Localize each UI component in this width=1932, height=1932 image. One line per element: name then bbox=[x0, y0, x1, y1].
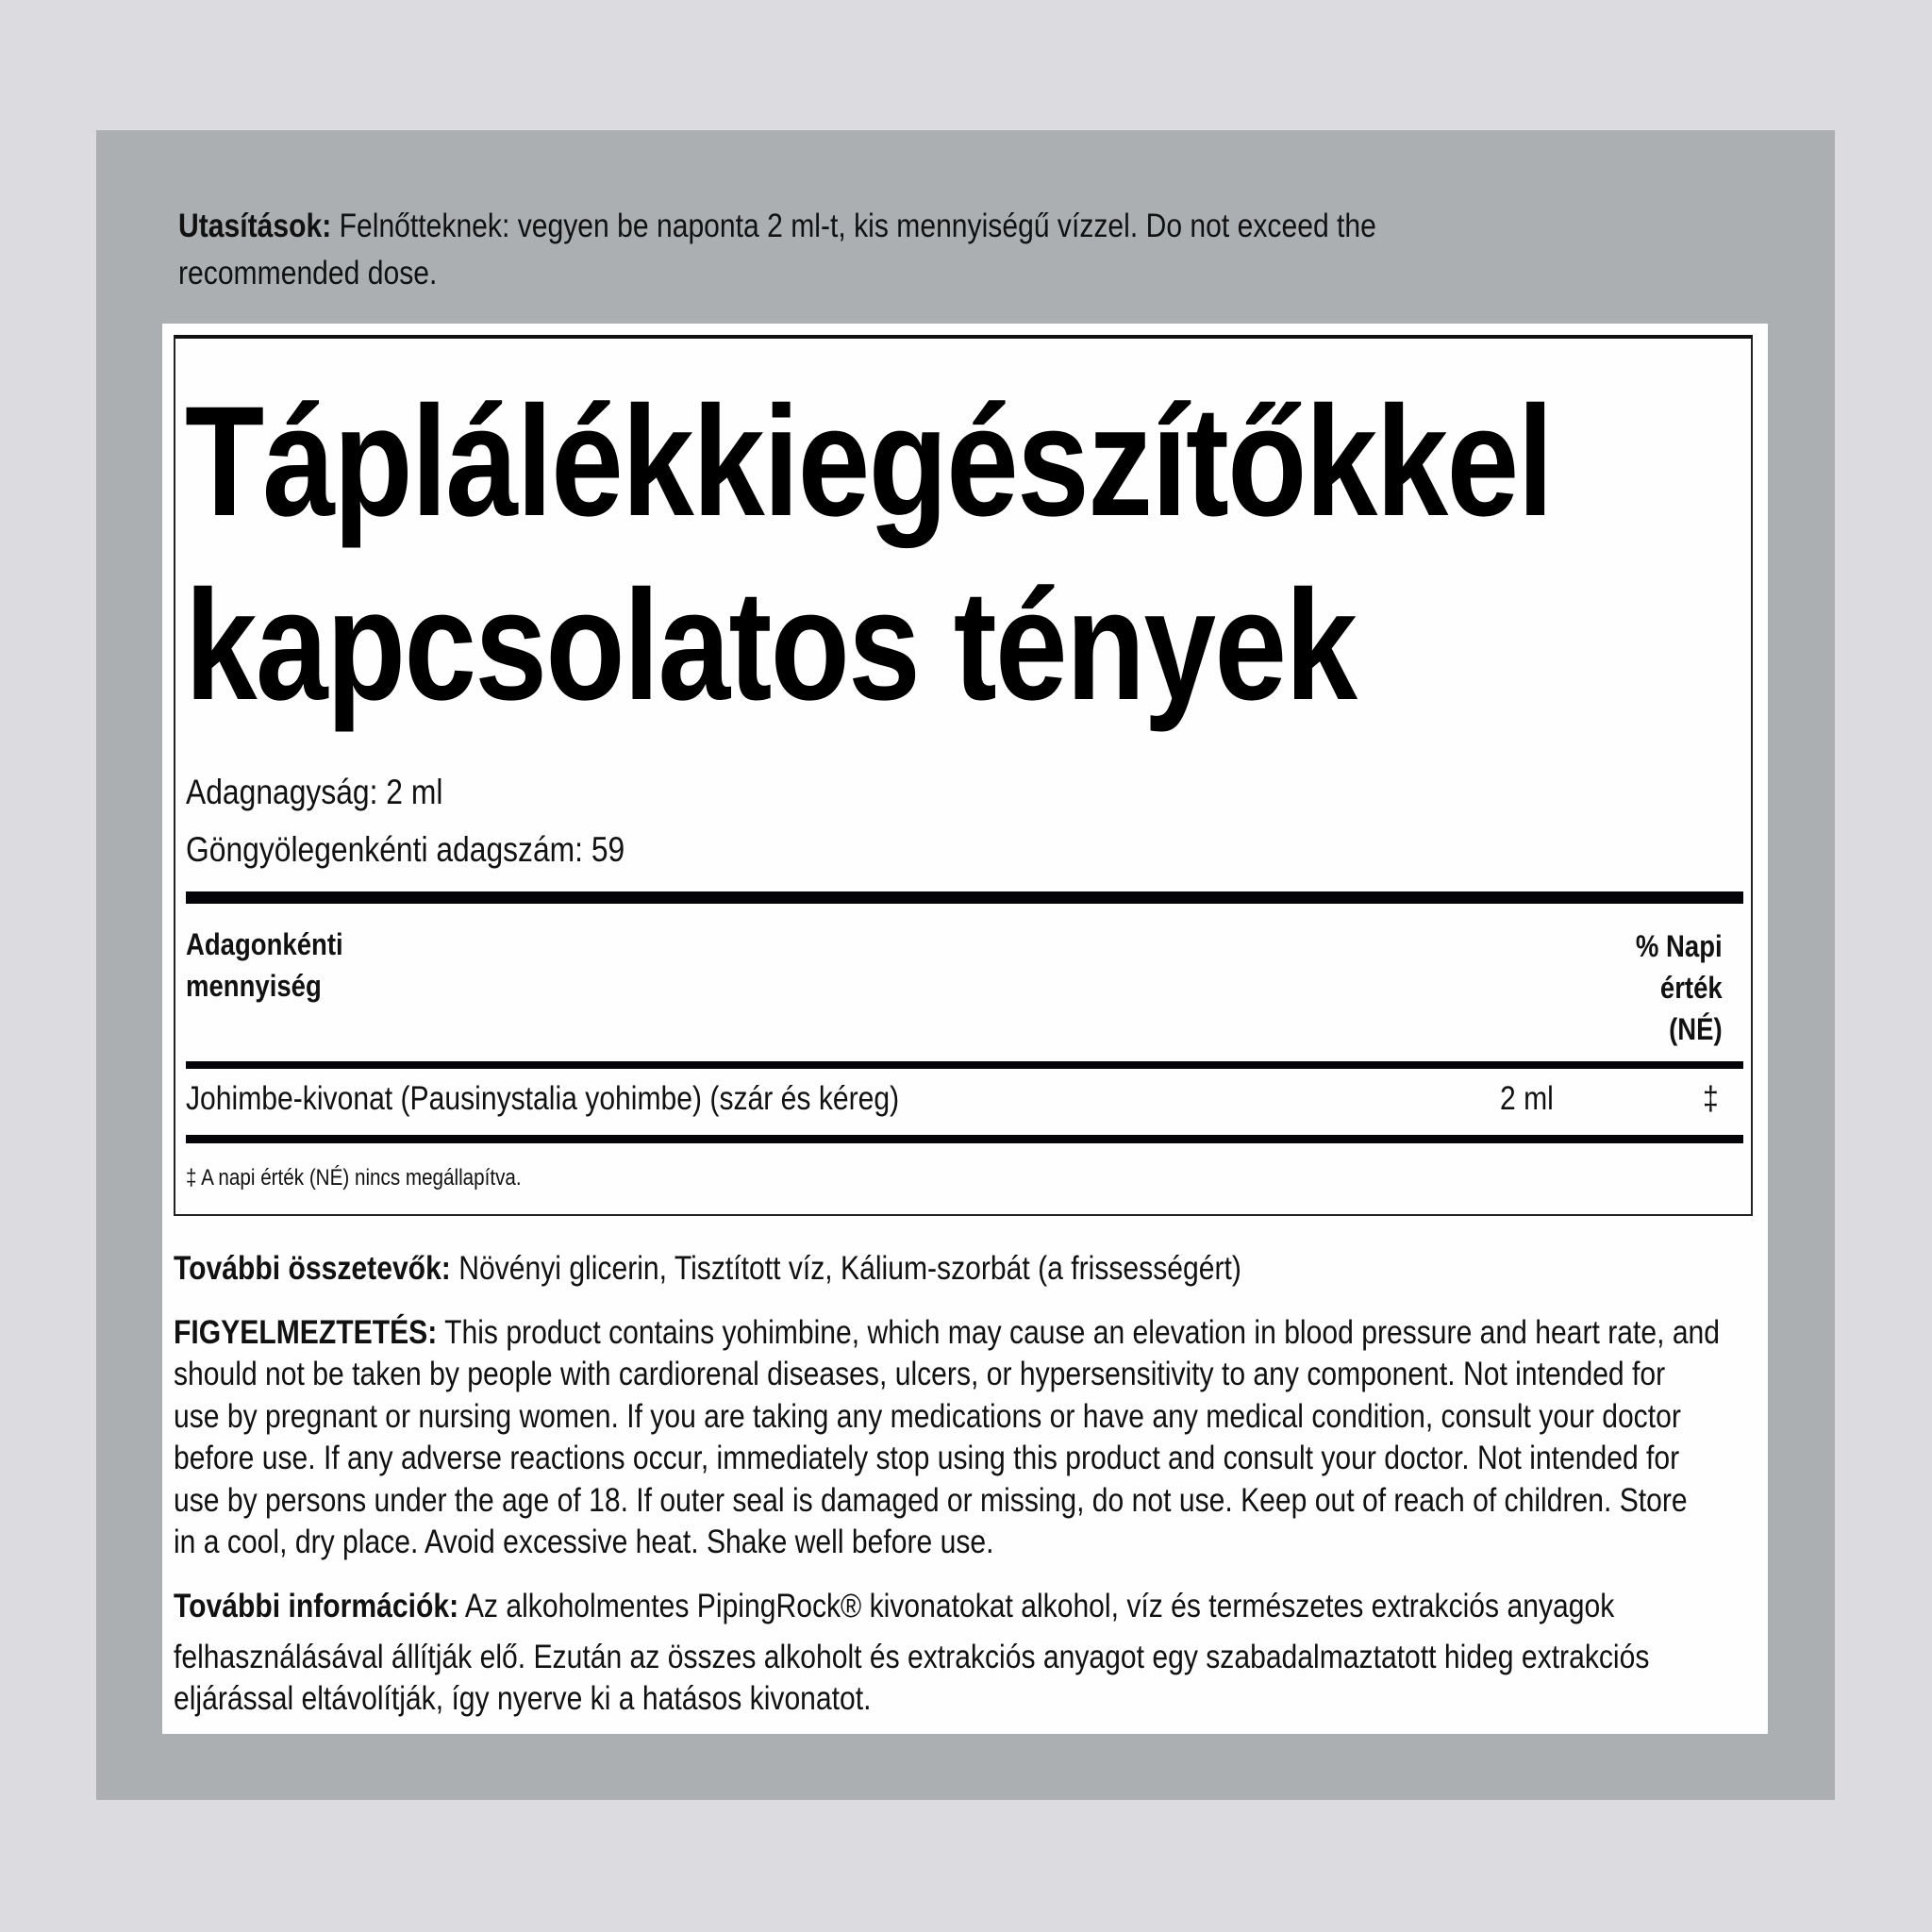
facts-title-line-1: Táplálékkiegészítőkkel bbox=[185, 375, 1553, 549]
footnote: ‡ A napi érték (NÉ) nincs megállapítva. bbox=[186, 1165, 522, 1191]
other-ingredients-text: Növényi glicerin, Tisztított víz, Kálium-szorbát (a frissességért) bbox=[458, 1250, 1241, 1287]
ingredient-amount: 2 ml bbox=[1500, 1080, 1554, 1117]
serving-size: Adagnagyság: 2 ml bbox=[186, 773, 443, 811]
more-info-line-1 bbox=[174, 1588, 1614, 1625]
warning-line-4: before use. If any adverse reactions occur, immediately stop using this product and consult your doctor. Not intended for bbox=[174, 1440, 1680, 1476]
servings-per-container: Göngyölegenkénti adagszám: 59 bbox=[186, 830, 625, 869]
other-ingredients bbox=[174, 1250, 1241, 1288]
warning-line-1 bbox=[174, 1314, 1720, 1352]
divider-bottom bbox=[186, 1135, 1743, 1143]
divider-medium bbox=[186, 1061, 1743, 1069]
header-dv-line-2: érték bbox=[1660, 971, 1723, 1005]
header-daily-value bbox=[1636, 925, 1723, 1050]
header-amount-line-2: mennyiség bbox=[186, 969, 322, 1003]
more-info-text: Az alkoholmentes PipingRock® kivonatokat alkohol, víz és természetes extrakciós anyagok bbox=[464, 1588, 1615, 1624]
directions-line-2: recommended dose. bbox=[178, 255, 438, 291]
divider-thick bbox=[186, 891, 1743, 904]
directions-label: Utasítások: bbox=[178, 208, 332, 244]
header-amount-line-1: Adagonkénti bbox=[186, 927, 343, 961]
warning-line-5: use by persons under the age of 18. If outer seal is damaged or missing, do not use. Keep out of reach of children. Store bbox=[174, 1482, 1688, 1519]
warning-line-3: use by pregnant or nursing women. If you are taking any medications or have any medical condition, consult your doctor bbox=[174, 1398, 1681, 1435]
warning-line-6: in a cool, dry place. Avoid excessive heat. Shake well before use. bbox=[174, 1524, 994, 1560]
warning-label: FIGYELMEZTETÉS: bbox=[174, 1314, 438, 1351]
directions-text: Felnőtteknek: vegyen be naponta 2 ml-t, kis mennyiségű vízzel. Do not exceed the bbox=[339, 208, 1376, 244]
more-info-line-3: eljárással eltávolítják, így nyerve ki a hatásos kivonatot. bbox=[174, 1680, 872, 1717]
ingredient-name: Johimbe-kivonat (Pausinystalia yohimbe) (szár és kéreg) bbox=[186, 1080, 900, 1117]
warning-text: This product contains yohimbine, which may cause an elevation in blood pressure and heart rate, and bbox=[444, 1314, 1721, 1351]
warning-line-2: should not be taken by people with cardiorenal diseases, ulcers, or hypersensitivity to any component. Not intended for bbox=[174, 1356, 1666, 1392]
facts-title-line-2: kapcsolatos tények bbox=[185, 558, 1357, 733]
header-dv-line-1: % Napi bbox=[1636, 929, 1723, 963]
more-info-label: További információk: bbox=[174, 1588, 459, 1624]
more-info-line-2: felhasználásával állítják elő. Ezután az összes alkoholt és extrakciós anyagot egy szabadalmaztatott hideg extrakciós bbox=[174, 1639, 1650, 1675]
directions-line-1 bbox=[178, 208, 1376, 245]
ingredient-daily-value: ‡ bbox=[1703, 1080, 1719, 1117]
header-dv-line-3: (NÉ) bbox=[1669, 1012, 1723, 1046]
other-ingredients-label: További összetevők: bbox=[174, 1250, 451, 1287]
